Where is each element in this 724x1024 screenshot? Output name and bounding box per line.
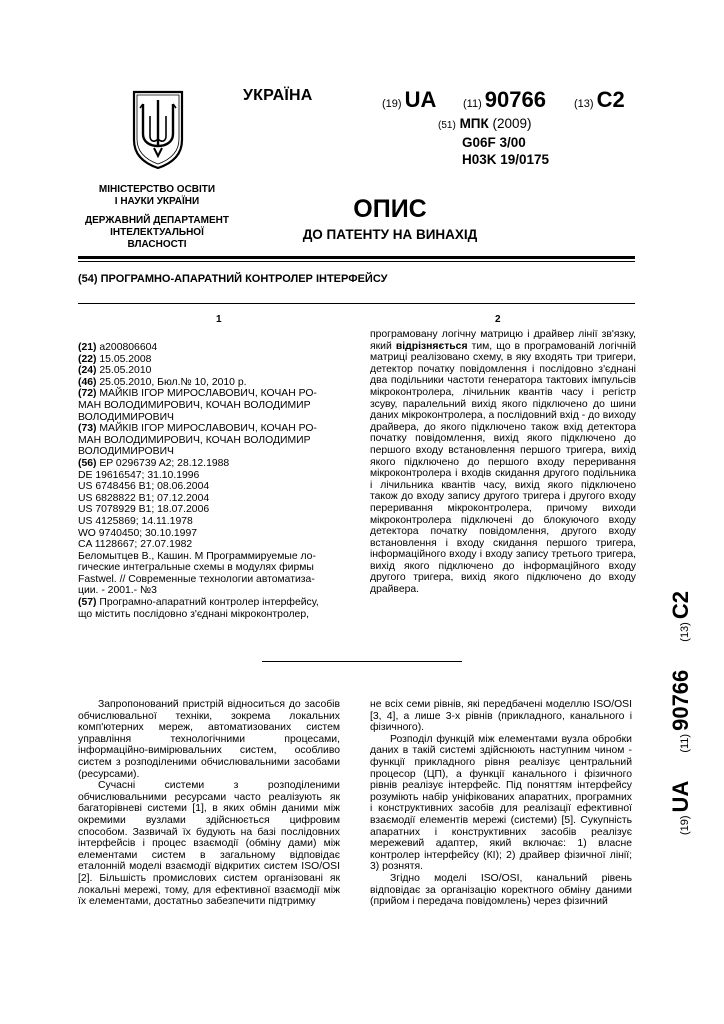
trident-emblem-icon: [130, 88, 186, 170]
description-column-right: [370, 699, 632, 908]
biblio-line: Беломытцев В., Кашин. М Программируемые ло-: [78, 550, 316, 562]
side-code-11-num: (11): [679, 733, 691, 753]
claim-text: [370, 329, 636, 596]
ipc-class-1: G06F 3/00: [462, 135, 526, 150]
claim-part-2: тим, що в програмованій логічній матриці реалізовано схему, в яку входять три тригери, детектор початку повідомлення і послідовно з'єднані два подільники частоти генератора тактових імпульсів мікроконтролера, лічильник квантів часу і регістр зсуву, паралельний вихід якого підключено до шини даних мікроконтролера, а послідовний вхід - до виходу драйвера, до якого підключено також вхід детектора початку повідомлення, вихід якого підключено до першого входу встановлення першого тригера, вихід якого підключено до першого входу переривання мікроконтролера і входів скидання другого подільника і лічильника квантів часу, вихід якого підключено також до входу запису другого тригера і другого входу переривання мікроконтролера, причому виходи мікроконтролера підключені до блокуючого входу детектора початку повідомлення, другого входу встановлення і входу скидання першого тригера, інформаційного входу і входу запису третього тригера, вихід якого підключено до інформаційного входу другого тригера, вихід якого підключено до входу драйвера.: [370, 340, 636, 596]
biblio-line: DE 19616547; 31.10.1996: [78, 469, 200, 481]
side-code-13-value: C2: [668, 591, 693, 620]
biblio-line: гические интегральные схемы в модулях фирмы: [78, 562, 314, 574]
code-19-num: (19): [382, 98, 402, 110]
code-11-value: 90766: [484, 87, 546, 112]
biblio-line: МАН ВОЛОДИМИРОВИЧ, КОЧАН ВОЛОДИМИР: [78, 434, 311, 446]
code-13-num: (13): [574, 98, 594, 110]
biblio-line: (46) 25.05.2010, Бюл.№ 10, 2010 р.: [78, 376, 247, 388]
header-divider-thick: [78, 256, 635, 259]
biblio-line: (56) EP 0296739 A2; 28.12.1988: [78, 457, 230, 469]
side-code-19-value: UA: [668, 780, 693, 813]
biblio-line: US 4125869; 14.11.1978: [78, 515, 193, 527]
doc-subtitle: ДО ПАТЕНТУ НА ВИНАХІД: [302, 227, 478, 242]
department-line-3: ВЛАСНОСТІ: [127, 239, 187, 250]
ipc-num: (51): [438, 120, 456, 131]
country-name: УКРАЇНА: [243, 87, 313, 104]
paragraph: Згідно моделі ISO/OSI, канальний рівень відповідає за організацію коректного обміну даними (прийом і передача повідомлень) через фізичний: [370, 872, 632, 908]
biblio-line: Fastwel. // Современные технологии автоматиза-: [78, 573, 315, 585]
side-code-13-num: (13): [679, 622, 691, 642]
code-13-value: C2: [596, 87, 625, 112]
biblio-line: CA 1128667; 27.07.1982: [78, 539, 193, 551]
paragraph: Розподіл функцій між елементами вузла обробки даних в такій системі здійснюють наступним чином - функції прикладного рівня реалізує центральний процесор (ЦП), а функції канального і фізичного рівнів реалізує інтерфейс. Під поняттям інтерфейсу розуміють набір уніфікованих апаратних, програмних і конструктивних засобів для реалізації ефективної взаємодії елементів мережі (системи) [5]. Сукупність апаратних і конструктивних засобів реалізує мережевий адаптер, який включає: 1) власне контролер інтерфейсу (КІ); 2) драйвер фізичної лінії; 3) рознятя.: [370, 733, 632, 873]
biblio-line: ции. - 2001.- №3: [78, 585, 157, 597]
department-name: [72, 215, 242, 251]
ipc-class-2: H03K 19/0175: [462, 152, 550, 167]
claim-keyword: відрізняється: [395, 340, 468, 352]
paragraph: не всіх семи рівнів, які передбачені моделлю ISO/OSI [3, 4], а лише 3-х рівнів (прикладного, канального і фізичного).: [370, 699, 632, 734]
doc-title: ОПИС: [353, 195, 427, 223]
biblio-line: (73) МАЙКІВ ІГОР МИРОСЛАВОВИЧ, КОЧАН РО-: [78, 423, 317, 435]
column-number-1: 1: [216, 314, 222, 325]
side-patent-code: [668, 563, 694, 835]
biblio-line: US 6748456 B1; 08.06.2004: [78, 481, 210, 493]
bibliographic-data: [78, 342, 340, 620]
description-column-left: [78, 699, 340, 908]
biblio-line: (24) 25.05.2010: [78, 365, 152, 377]
biblio-line: (21) a200806604: [78, 342, 158, 353]
code-11-num: (11): [463, 98, 482, 110]
biblio-line: МАН ВОЛОДИМИРОВИЧ, КОЧАН ВОЛОДИМИР: [78, 399, 311, 411]
ministry-name: [72, 184, 242, 208]
ministry-line-2: І НАУКИ УКРАЇНИ: [114, 196, 200, 207]
biblio-line: WO 9740450; 30.10.1997: [78, 527, 198, 539]
biblio-line: (72) МАЙКІВ ІГОР МИРОСЛАВОВИЧ, КОЧАН РО-: [78, 388, 317, 400]
section-divider: [262, 661, 462, 662]
title-divider: [78, 303, 635, 304]
department-line-2: ІНТЕЛЕКТУАЛЬНОЇ: [110, 227, 204, 238]
column-number-2: 2: [495, 314, 501, 325]
biblio-line: US 7078929 B1; 18.07.2006: [78, 504, 210, 516]
code-19-value: UA: [404, 87, 437, 112]
biblio-line: US 6828822 B1; 07.12.2004: [78, 492, 210, 504]
side-code-19-num: (19): [679, 815, 691, 835]
biblio-line: (57) Програмно-апаратний контролер інтерфейсу,: [78, 597, 319, 609]
paragraph: Запропонований пристрій відноситься до засобів обчислювальної техніки, зокрема локальних комп'ютерних мереж, автоматизованих систем управління технологічними процесами, інформаційно-вимірювальних систем, особливо систем з розподіленими обчислювальними засобами (ресурсами).: [78, 699, 340, 780]
paragraph: Сучасні системи з розподіленими обчислювальними ресурсами часто реалізують як багаторівневі системи [1], в яких обмін даними між окремими вузлами здійснюється цифровим способом. Зазвичай їх будують на базі послідовних інтерфейсів і процес взаємодії (обміну дами) між елементами систем в загальному відповідає еталонній моделі взаємодії відкритих систем ISO/OSI [2]. Більшість промислових систем організовані як локальні мережі, тому, для ефективної взаємодії між їх елементами, достатньо забезпечити підтримку: [78, 780, 340, 908]
biblio-line: (22) 15.05.2008: [78, 353, 152, 365]
code-19: [382, 87, 436, 113]
biblio-line: ВОЛОДИМИРОВИЧ: [78, 446, 174, 458]
claim-part-1: програмовану логічну матрицю і драйвер лінії зв'язку, який: [370, 329, 636, 352]
ipc-edition: (2009): [492, 116, 532, 131]
side-code-11-value: 90766: [668, 669, 693, 731]
ministry-line-1: МІНІСТЕРСТВО ОСВІТИ: [98, 184, 216, 195]
ipc-block: [438, 115, 549, 168]
department-line-1: ДЕРЖАВНИЙ ДЕПАРТАМЕНТ: [85, 215, 229, 226]
biblio-line: ВОЛОДИМИРОВИЧ: [78, 411, 174, 423]
code-11: [463, 87, 546, 113]
ipc-label: МПК: [459, 116, 489, 131]
header-divider-thin: [78, 261, 635, 262]
code-13: [574, 87, 625, 113]
invention-title: (54) ПРОГРАМНО-АПАРАТНИЙ КОНТРОЛЕР ІНТЕРФЕЙСУ: [78, 273, 388, 285]
biblio-line: що містить послідовно з'єднані мікроконтролер,: [78, 608, 309, 620]
